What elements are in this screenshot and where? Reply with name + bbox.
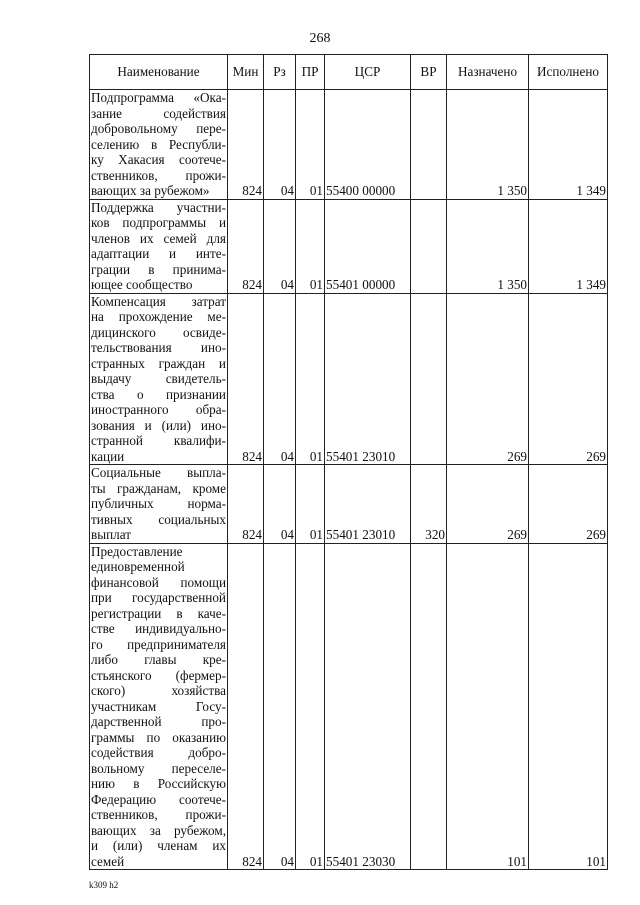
- row-name-line: ского) хозяйства: [91, 683, 226, 698]
- row-name-line: семей: [91, 853, 125, 869]
- row-executed: 269: [529, 465, 608, 544]
- row-min: 824: [228, 199, 264, 293]
- row-name: [90, 543, 228, 870]
- row-name-line: стьянского (фермер-: [91, 667, 226, 683]
- row-assigned: 269: [447, 465, 529, 544]
- row-assigned: 269: [447, 293, 529, 465]
- budget-table: [89, 54, 608, 870]
- row-min: 824: [228, 465, 264, 544]
- row-name-line: вающих за рубежом»: [91, 183, 210, 198]
- table-body: [90, 90, 608, 870]
- header-vr: ВР: [411, 55, 447, 90]
- table-row: [90, 293, 608, 465]
- row-name-line: финансовой помощи: [91, 574, 226, 590]
- header-min: Мин: [228, 55, 264, 90]
- row-name-line: ков подпрограммы и: [91, 215, 226, 230]
- row-name-line: ющее сообщество: [91, 277, 193, 292]
- row-name-line: выдачу свидетель-: [91, 371, 226, 386]
- row-name: [90, 465, 228, 544]
- row-name-line: дицинского освиде-: [91, 324, 226, 340]
- row-name-line: кации: [91, 448, 125, 464]
- row-name-line: селению в Республи-: [91, 136, 226, 152]
- row-name-line: выплат: [91, 527, 132, 542]
- row-name-line: ственников, прожи-: [91, 167, 226, 183]
- row-name-line: на прохождение ме-: [91, 309, 226, 324]
- row-pr: 01: [296, 199, 325, 293]
- header-assigned: Назначено: [447, 55, 529, 90]
- row-executed: 101: [529, 543, 608, 870]
- row-name-line: ты гражданам, кроме: [91, 480, 226, 496]
- row-name-line: Федерацию соотече-: [91, 791, 226, 807]
- row-name-line: содействия добро-: [91, 745, 226, 760]
- row-executed: 1 349: [529, 90, 608, 200]
- row-name-line: грации в принима-: [91, 261, 226, 277]
- row-rz: 04: [264, 199, 296, 293]
- row-csr: 55401 23010: [325, 465, 411, 544]
- header-pr: ПР: [296, 55, 325, 90]
- row-rz: 04: [264, 465, 296, 544]
- row-rz: 04: [264, 293, 296, 465]
- row-name-line: иностранного обра-: [91, 402, 226, 417]
- row-name-line: Предоставление: [91, 543, 183, 559]
- row-vr: [411, 293, 447, 465]
- table-row: [90, 90, 608, 200]
- row-executed: 1 349: [529, 199, 608, 293]
- row-csr: 55401 00000: [325, 199, 411, 293]
- row-name-line: ственников, прожи-: [91, 807, 226, 822]
- row-name-line: либо главы кре-: [91, 652, 226, 667]
- row-name-line: адаптации и инте-: [91, 246, 226, 261]
- row-pr: 01: [296, 465, 325, 544]
- row-name-line: ку Хакасия соотече-: [91, 152, 226, 167]
- row-name-line: го предпринимателя: [91, 636, 226, 652]
- row-name-line: граммы по оказанию: [91, 729, 226, 745]
- row-name-line: при государственной: [91, 590, 226, 605]
- row-name-line: Поддержка участни-: [91, 199, 226, 215]
- table-header-row: [90, 55, 608, 90]
- header-rz: Рз: [264, 55, 296, 90]
- row-vr: [411, 90, 447, 200]
- row-rz: 04: [264, 90, 296, 200]
- row-name-line: Подпрограмма «Ока-: [91, 90, 226, 105]
- row-name: [90, 293, 228, 465]
- header-csr: ЦСР: [325, 55, 411, 90]
- row-name-line: ства о признании: [91, 386, 226, 402]
- row-name-line: вольному переселе-: [91, 760, 226, 776]
- row-name-line: зования и (или) ино-: [91, 417, 226, 433]
- footer-code: k309 h2: [89, 880, 119, 890]
- row-pr: 01: [296, 293, 325, 465]
- header-name: Наименование: [90, 55, 228, 90]
- table-row: [90, 543, 608, 870]
- row-name-line: Компенсация затрат: [91, 293, 226, 309]
- row-vr: [411, 543, 447, 870]
- row-assigned: 1 350: [447, 90, 529, 200]
- row-vr: 320: [411, 465, 447, 544]
- row-name-line: добровольному пере-: [91, 121, 226, 136]
- row-min: 824: [228, 543, 264, 870]
- row-name-line: странных граждан и: [91, 355, 226, 371]
- row-assigned: 1 350: [447, 199, 529, 293]
- row-name-line: единовременной: [91, 559, 185, 574]
- row-pr: 01: [296, 543, 325, 870]
- row-csr: 55401 23010: [325, 293, 411, 465]
- page-number: 268: [309, 31, 331, 46]
- row-min: 824: [228, 293, 264, 465]
- row-name-line: членов их семей для: [91, 230, 226, 246]
- row-vr: [411, 199, 447, 293]
- row-rz: 04: [264, 543, 296, 870]
- row-name-line: тивных социальных: [91, 511, 226, 527]
- row-csr: 55401 23030: [325, 543, 411, 870]
- table-row: [90, 199, 608, 293]
- table-row: [90, 465, 608, 544]
- row-name-line: Социальные выпла-: [91, 465, 226, 480]
- row-name-line: тельствования ино-: [91, 340, 226, 355]
- header-executed: Исполнено: [529, 55, 608, 90]
- row-min: 824: [228, 90, 264, 200]
- row-name-line: регистрации в каче-: [91, 605, 226, 621]
- row-name: [90, 90, 228, 200]
- row-name-line: нию в Российскую: [91, 776, 226, 791]
- row-name: [90, 199, 228, 293]
- row-name-line: вающих за рубежом,: [91, 822, 226, 838]
- row-csr: 55400 00000: [325, 90, 411, 200]
- row-name-line: странной квалифи-: [91, 433, 226, 448]
- row-name-line: участникам Госу-: [91, 698, 226, 714]
- row-name-line: стве индивидуально-: [91, 621, 226, 636]
- row-executed: 269: [529, 293, 608, 465]
- row-assigned: 101: [447, 543, 529, 870]
- row-name-line: публичных норма-: [91, 496, 226, 511]
- row-pr: 01: [296, 90, 325, 200]
- row-name-line: дарственной про-: [91, 714, 226, 729]
- row-name-line: и (или) членам их: [91, 838, 226, 853]
- row-name-line: зание содействия: [91, 105, 226, 121]
